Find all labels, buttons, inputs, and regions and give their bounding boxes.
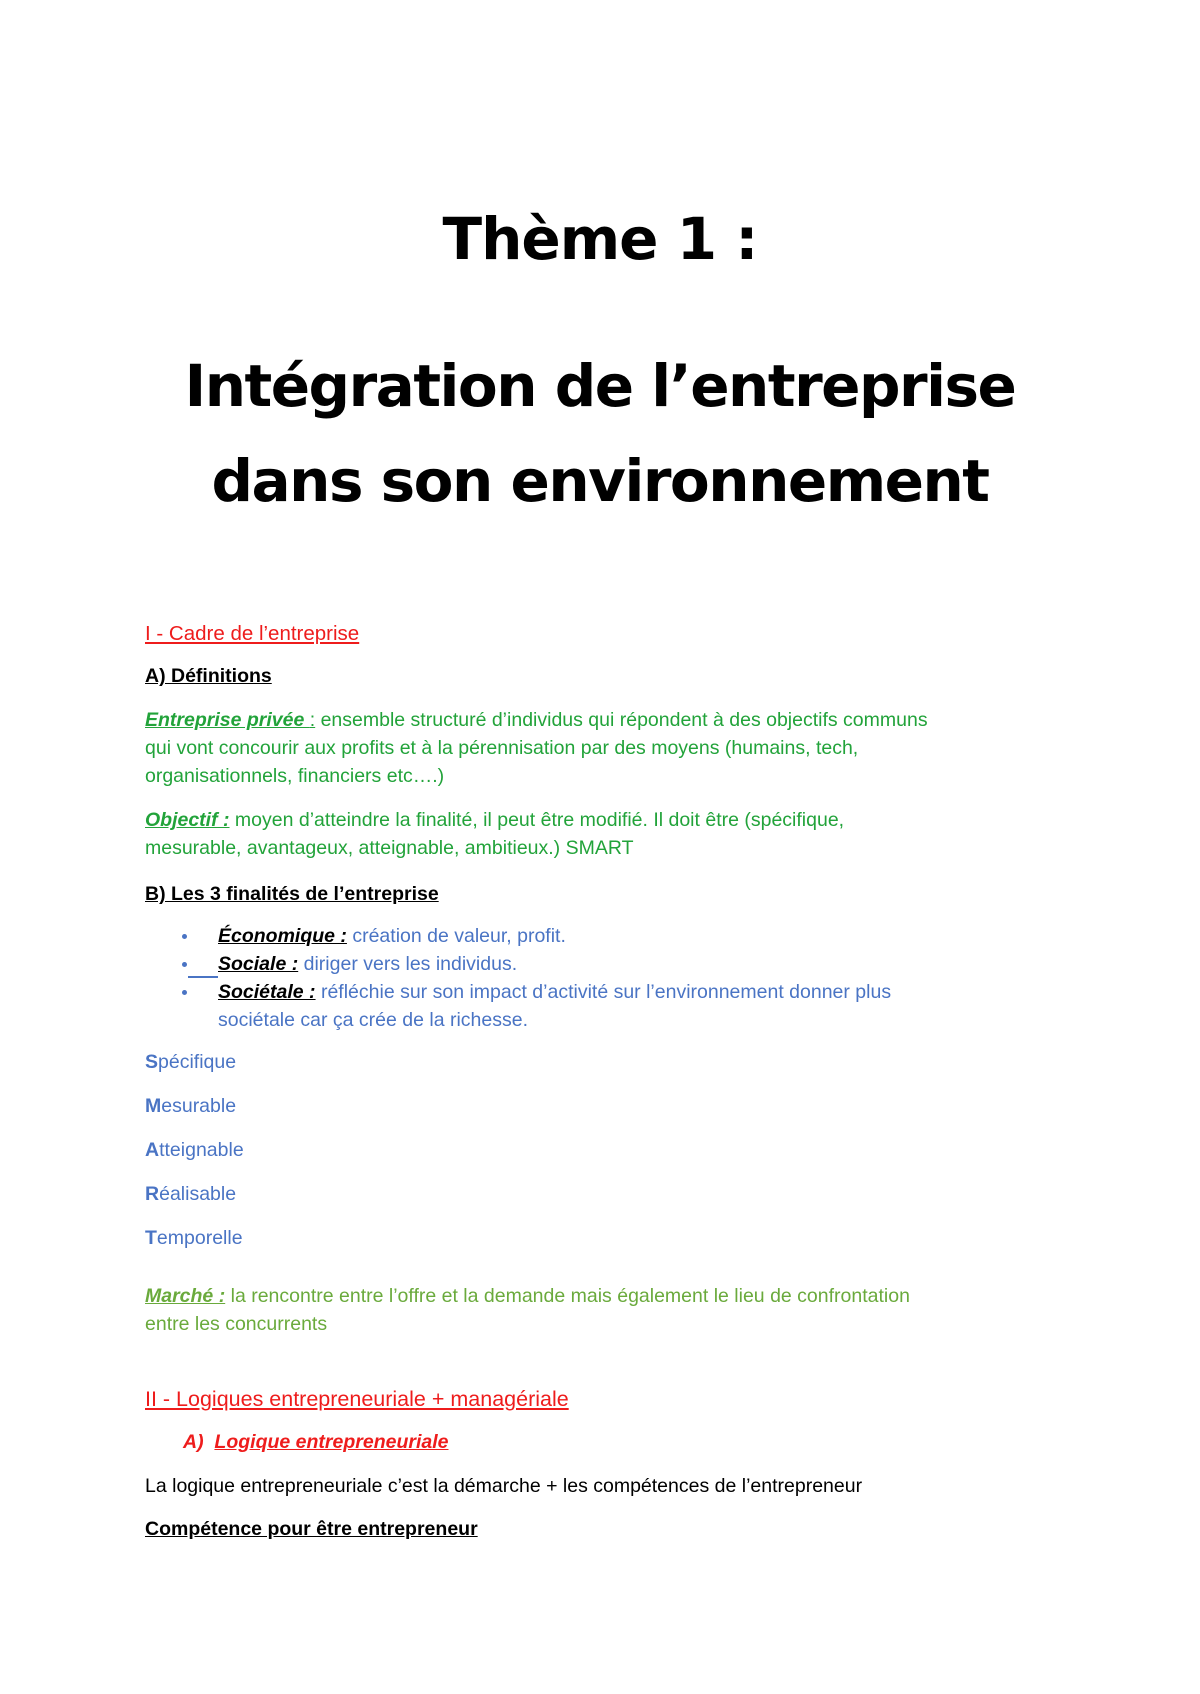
smart-item-r: Réalisable [145, 1183, 237, 1205]
section-2-sub-heading: Compétence pour être entrepreneur [145, 1518, 478, 1540]
definition-objectif-text: moyen d’atteindre la finalité, il peut être modifié. Il doit être (spécifique, [229, 809, 845, 831]
bullet-underline [188, 976, 218, 978]
definition-entreprise-line-2: qui vont concourir aux profits et à la pérennisation par des moyens (humains, tech, [145, 737, 859, 759]
finalite-text: réfléchie sur son impact d’activité sur l’environnement donner plus [315, 981, 892, 1003]
section-2-heading: II - Logiques entrepreneuriale + managériale [145, 1387, 569, 1411]
section-1-sub-a: A) Définitions [145, 665, 272, 687]
definition-entreprise-term: Entreprise privée [145, 709, 310, 731]
finalite-text: diriger vers les individus. [298, 953, 518, 975]
bullet-dot [182, 934, 187, 939]
finalite-text: création de valeur, profit. [346, 925, 566, 947]
smart-item-t: Temporelle [145, 1227, 243, 1249]
finalite-term: Sociale : [218, 953, 299, 975]
finalite-societale-line-2: sociétale car ça crée de la richesse. [218, 1009, 528, 1031]
definition-entreprise-line-3: organisationnels, financiers etc….) [145, 765, 445, 787]
definition-objectif-line-1 [145, 806, 1065, 834]
smart-item-s: Spécifique [145, 1051, 237, 1073]
title-line-1: Thème 1 : [442, 205, 758, 273]
finalite-term: Sociétale : [218, 981, 316, 1003]
definition-marche-line-2: entre les concurrents [145, 1313, 328, 1335]
title-line-3: dans son environnement [211, 447, 989, 515]
bullet-dot [182, 990, 187, 995]
title-line-2: Intégration de l’entreprise [184, 352, 1016, 420]
definition-entreprise-line-1 [145, 706, 1065, 734]
section-1-heading: I - Cadre de l’entreprise [145, 622, 360, 645]
section-2-sub-a-letter: A) [183, 1431, 204, 1453]
section-1-sub-b: B) Les 3 finalités de l’entreprise [145, 883, 439, 905]
definition-marche-text: la rencontre entre l’offre et la demande mais également le lieu de confrontation [225, 1285, 910, 1307]
definition-marche-line-1 [145, 1282, 1065, 1310]
definition-entreprise-colon: : [309, 709, 316, 731]
finalite-societale [218, 978, 1058, 1006]
section-2-sub-a-title: Logique entrepreneuriale [214, 1431, 449, 1453]
smart-item-a: Atteignable [145, 1139, 244, 1161]
definition-objectif-line-2: mesurable, avantageux, atteignable, ambitieux.) SMART [145, 837, 634, 859]
section-2-sub-a [183, 1428, 1103, 1456]
definition-marche-term: Marché : [145, 1285, 226, 1307]
section-2-paragraph: La logique entrepreneuriale c’est la démarche + les compétences de l’entrepreneur [145, 1475, 863, 1497]
finalite-term: Économique : [218, 925, 347, 947]
finalite-economique [218, 922, 1058, 950]
bullet-dot [182, 962, 187, 967]
finalite-sociale [218, 950, 1058, 978]
definition-entreprise-text: ensemble structuré d’individus qui répondent à des objectifs communs [315, 709, 928, 731]
definition-objectif-term: Objectif : [145, 809, 230, 831]
smart-item-m: Mesurable [145, 1095, 237, 1117]
